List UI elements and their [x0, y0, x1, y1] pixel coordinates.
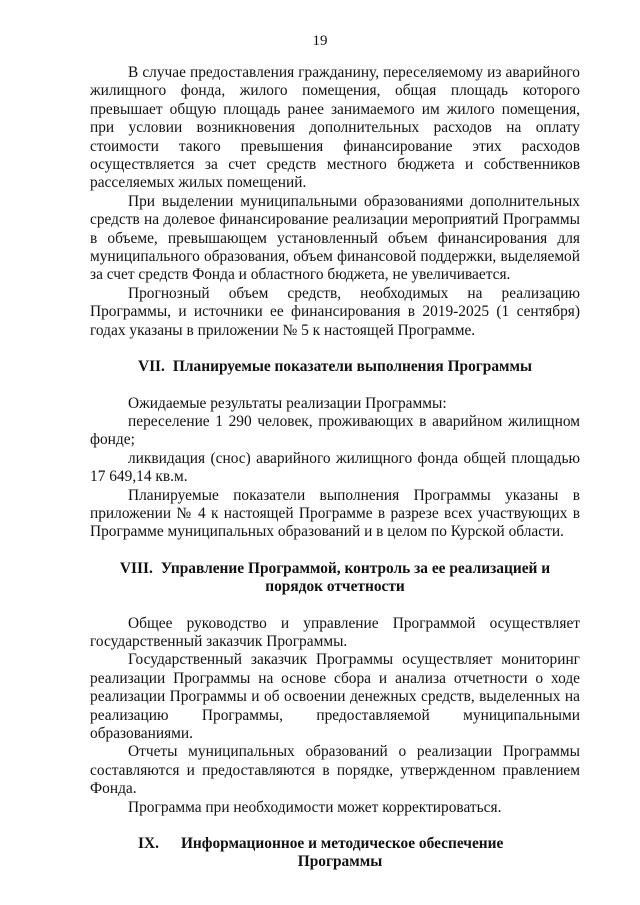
section-8-title-line2: порядок отчетности — [265, 578, 405, 596]
section-7-number: VII. — [137, 358, 165, 376]
paragraph-forecast-volume: Прогнозный объем средств, необходимых на реализацию Программы, и источники ее финансирования в 2019-2025 (1 сентября) годах указаны в приложении № 5 к настоящей Программе. — [90, 284, 580, 339]
section-8-number: VIII. — [119, 559, 153, 577]
section-9-title-line2: Программы — [297, 853, 383, 871]
paragraph-adjustment: Программа при необходимости может корректироваться. — [128, 798, 502, 816]
paragraph-planned-indicators: Планируемые показатели выполнения Программы указаны в приложении № 4 к настоящей Программе в разрезе всех участвующих в Программе муниципальных образований и в целом по Курской области. — [90, 486, 580, 541]
paragraph-monitoring: Государственный заказчик Программы осуществляет мониторинг реализации Программы на основе сбора и анализа отчетности о ходе реализации Программы и об освоении денежных средств, выделенных на реализацию Программы, предоставляемой муниципальными образованиями. — [90, 651, 580, 742]
section-8-heading — [90, 560, 580, 597]
paragraph-reports: Отчеты муниципальных образований о реализации Программы составляются и предоставляются в порядке, утвержденном правлением Фонда. — [90, 743, 580, 798]
section-9-title-line1: Информационное и методическое обеспечение — [180, 835, 504, 853]
paragraph-housing-area: В случае предоставления гражданину, переселяемому из аварийного жилищного фонда, жилого помещения, общая площадь которого превышает общую площадь ранее занимаемого им жилого помещения, при условии возникновения дополнительных расходов на оплату стоимости такого превышения финансирование этих расходов осуществляется за счет средств местного бюджета и собственников расселяемых жилых помещений. — [90, 64, 580, 192]
document-body — [90, 64, 580, 872]
page-number: 19 — [312, 33, 328, 49]
paragraph-resettlement: переселение 1 290 человек, проживающих в аварийном жилищном фонде; — [90, 412, 580, 449]
section-9-heading — [90, 835, 580, 872]
paragraph-demolition: ликвидация (снос) аварийного жилищного фонда общей площадью 17 649,14 кв.м. — [90, 449, 580, 486]
section-8-title-line1: Управление Программой, контроль за ее реализацией и — [160, 559, 551, 577]
section-9-number: IX. — [138, 835, 159, 853]
paragraph-general-management: Общее руководство и управление Программой осуществляет государственный заказчик Программы. — [90, 614, 580, 650]
paragraph-additional-funding: При выделении муниципальными образованиями дополнительных средств на долевое финансирование реализации мероприятий Программы в объеме, превышающем установленный объем финансирования для муниципального образования, объем финансовой поддержки, выделяемой за счет средств Фонда и областного бюджета, не увеличивается. — [90, 192, 580, 284]
section-7-title: Планируемые показатели выполнения Программы — [172, 358, 533, 376]
paragraph-expected-results: Ожидаемые результаты реализации Программы: — [128, 394, 447, 412]
section-7-heading — [90, 358, 580, 376]
